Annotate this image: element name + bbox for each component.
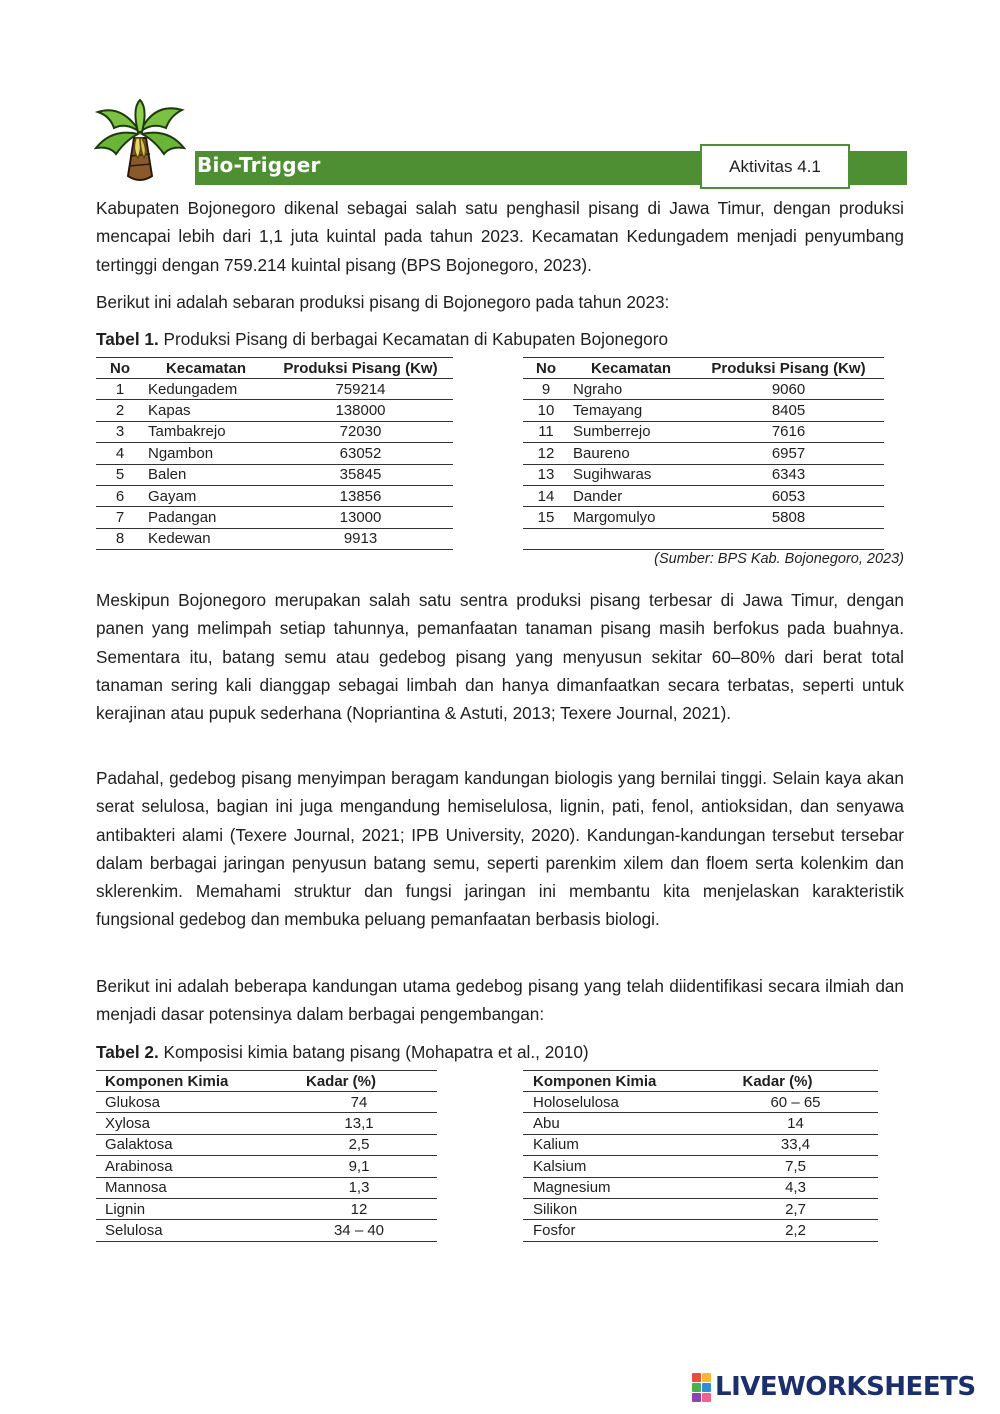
row-no: 6 (96, 485, 144, 506)
banana-tree-icon (92, 98, 188, 186)
row-kadar: 9,1 (281, 1156, 437, 1177)
row-kadar: 2,7 (713, 1198, 878, 1219)
row-komponen: Arabinosa (96, 1156, 281, 1177)
table-row (96, 1198, 437, 1219)
row-kadar: 7,5 (713, 1156, 878, 1177)
row-komponen: Glukosa (96, 1092, 281, 1113)
table1-left (96, 357, 453, 550)
row-no (523, 528, 569, 549)
table1-right (523, 357, 884, 550)
row-no: 1 (96, 379, 144, 400)
table-row (96, 1113, 437, 1134)
row-kecamatan: Gayam (144, 485, 268, 506)
liveworksheets-grid-icon (692, 1373, 711, 1402)
row-kecamatan: Tambakrejo (144, 421, 268, 442)
table1-intro: Berikut ini adalah sebaran produksi pisang di Bojonegoro pada tahun 2023: (96, 292, 670, 312)
row-kadar: 60 – 65 (713, 1092, 878, 1113)
row-no: 9 (523, 379, 569, 400)
table-row (523, 1220, 878, 1241)
row-kecamatan: Balen (144, 464, 268, 485)
row-no: 8 (96, 528, 144, 549)
row-kecamatan: Ngraho (569, 379, 693, 400)
column-header-kecamatan: Kecamatan (569, 358, 693, 379)
row-produksi: 72030 (268, 421, 453, 442)
row-no: 7 (96, 507, 144, 528)
row-kecamatan: Dander (569, 485, 693, 506)
row-komponen: Kalium (523, 1134, 713, 1155)
table-row (523, 1113, 878, 1134)
table-row (96, 528, 453, 549)
table-row (96, 1220, 437, 1241)
table-row (523, 1198, 878, 1219)
table2-caption (96, 1042, 589, 1063)
row-no: 15 (523, 507, 569, 528)
table-row (96, 421, 453, 442)
row-kecamatan: Sumberrejo (569, 421, 693, 442)
table-row (96, 485, 453, 506)
section-title: Bio-Trigger (197, 153, 321, 177)
table-row (523, 485, 884, 506)
table1-source: (Sumber: BPS Kab. Bojonegoro, 2023) (654, 551, 904, 567)
row-produksi: 35845 (268, 464, 453, 485)
row-produksi (693, 528, 884, 549)
row-kecamatan: Temayang (569, 400, 693, 421)
table-row (523, 507, 884, 528)
row-kecamatan: Baureno (569, 443, 693, 464)
table1-label: Tabel 1. (96, 329, 159, 349)
column-header-produksi: Produksi Pisang (Kw) (268, 358, 453, 379)
row-produksi: 13000 (268, 507, 453, 528)
liveworksheets-logo[interactable] (692, 1372, 976, 1402)
table-row (523, 1177, 878, 1198)
table-row (96, 400, 453, 421)
row-kecamatan: Margomulyo (569, 507, 693, 528)
row-produksi: 9060 (693, 379, 884, 400)
table-row (96, 464, 453, 485)
body-paragraph-1: Meskipun Bojonegoro merupakan salah satu sentra produksi pisang terbesar di Jawa Timur, dengan panen yang melimpah setiap tahunnya, pemanfaatan tanaman pisang masih berfokus pada buahnya. Sementara itu, batang semu atau gedebog pisang yang menyusun sekitar 60–80% dari berat total tanaman sering kali dianggap sebagai limbah dan hanya dimanfaatkan secara terbatas, seperti untuk kerajinan atau pupuk sederhana (Nopriantina & Astuti, 2013; Texere Journal, 2021). (96, 590, 904, 724)
row-komponen: Kalsium (523, 1156, 713, 1177)
table-row (523, 421, 884, 442)
row-komponen: Galaktosa (96, 1134, 281, 1155)
table-row (96, 1134, 437, 1155)
row-produksi: 138000 (268, 400, 453, 421)
row-kecamatan: Padangan (144, 507, 268, 528)
table-row (96, 1156, 437, 1177)
table-row (96, 1092, 437, 1113)
column-header-produksi: Produksi Pisang (Kw) (693, 358, 884, 379)
table-row (523, 1134, 878, 1155)
row-kadar: 12 (281, 1198, 437, 1219)
row-kecamatan: Sugihwaras (569, 464, 693, 485)
row-produksi: 8405 (693, 400, 884, 421)
column-header-kadar: Kadar (%) (281, 1071, 437, 1092)
table-row (96, 379, 453, 400)
row-no: 11 (523, 421, 569, 442)
row-kecamatan: Ngambon (144, 443, 268, 464)
table2-right (523, 1070, 878, 1242)
row-produksi: 5808 (693, 507, 884, 528)
row-kadar: 4,3 (713, 1177, 878, 1198)
row-produksi: 7616 (693, 421, 884, 442)
row-kadar: 34 – 40 (281, 1220, 437, 1241)
row-komponen: Mannosa (96, 1177, 281, 1198)
row-kecamatan: Kedungadem (144, 379, 268, 400)
table2-title: Komposisi kimia batang pisang (Mohapatra et al., 2010) (158, 1042, 589, 1062)
row-no: 12 (523, 443, 569, 464)
row-no: 4 (96, 443, 144, 464)
table2-left (96, 1070, 437, 1242)
row-produksi: 9913 (268, 528, 453, 549)
table1-caption (96, 329, 668, 350)
row-kecamatan: Kapas (144, 400, 268, 421)
table-row (523, 464, 884, 485)
column-header-kecamatan: Kecamatan (144, 358, 268, 379)
row-kadar: 13,1 (281, 1113, 437, 1134)
row-komponen: Fosfor (523, 1220, 713, 1241)
table1-title: Produksi Pisang di berbagai Kecamatan di Kabupaten Bojonegoro (158, 329, 669, 349)
row-kadar: 14 (713, 1113, 878, 1134)
table-row (523, 1092, 878, 1113)
row-produksi: 63052 (268, 443, 453, 464)
row-komponen: Selulosa (96, 1220, 281, 1241)
column-header-no: No (96, 358, 144, 379)
table-row (96, 1177, 437, 1198)
row-komponen: Abu (523, 1113, 713, 1134)
row-kadar: 2,2 (713, 1220, 878, 1241)
row-produksi: 6053 (693, 485, 884, 506)
row-no: 2 (96, 400, 144, 421)
column-header-komponen: Komponen Kimia (523, 1071, 713, 1092)
row-komponen: Holoselulosa (523, 1092, 713, 1113)
row-no: 14 (523, 485, 569, 506)
body-paragraph-2: Padahal, gedebog pisang menyimpan beragam kandungan biologis yang bernilai tinggi. Selain kaya akan serat selulosa, bagian ini juga mengandung hemiselulosa, lignin, pati, fenol, antioksidan, dan senyawa antibakteri alami (Texere Journal, 2021; IPB University, 2020). Kandungan-kandungan tersebut tersebar dalam berbagai jaringan penyusun batang semu, seperti parenkim xilem dan floem serta kolenkim dan sklerenkim. Memahami struktur dan fungsi jaringan ini membantu kita menjelaskan karakteristik fungsional gedebog dan membuka peluang pemanfaatan berbasis biologi. (96, 768, 904, 930)
row-kadar: 74 (281, 1092, 437, 1113)
row-komponen: Silikon (523, 1198, 713, 1219)
liveworksheets-wordmark: LIVEWORKSHEETS (715, 1372, 976, 1402)
row-produksi: 6343 (693, 464, 884, 485)
row-kadar: 33,4 (713, 1134, 878, 1155)
row-no: 5 (96, 464, 144, 485)
table-row (523, 443, 884, 464)
table-row (523, 1156, 878, 1177)
table-row (523, 528, 884, 549)
activity-label: Aktivitas 4.1 (700, 144, 850, 189)
column-header-kadar: Kadar (%) (713, 1071, 878, 1092)
row-kecamatan (569, 528, 693, 549)
row-no: 13 (523, 464, 569, 485)
row-kadar: 1,3 (281, 1177, 437, 1198)
table-row (523, 400, 884, 421)
row-kadar: 2,5 (281, 1134, 437, 1155)
table2-intro: Berikut ini adalah beberapa kandungan utama gedebog pisang yang telah diidentifikasi secara ilmiah dan menjadi dasar potensinya dalam berbagai pengembangan: (96, 976, 904, 1025)
row-komponen: Xylosa (96, 1113, 281, 1134)
row-produksi: 6957 (693, 443, 884, 464)
table-row (96, 507, 453, 528)
row-komponen: Lignin (96, 1198, 281, 1219)
intro-paragraph: Kabupaten Bojonegoro dikenal sebagai salah satu penghasil pisang di Jawa Timur, dengan produksi mencapai lebih dari 1,1 juta kuintal pada tahun 2023. Kecamatan Kedungadem menjadi penyumbang tertinggi dengan 759.214 kuintal pisang (BPS Bojonegoro, 2023). (96, 198, 904, 275)
column-header-komponen: Komponen Kimia (96, 1071, 281, 1092)
row-no: 10 (523, 400, 569, 421)
row-produksi: 13856 (268, 485, 453, 506)
row-no: 3 (96, 421, 144, 442)
row-komponen: Magnesium (523, 1177, 713, 1198)
table2-label: Tabel 2. (96, 1042, 159, 1062)
table-row (96, 443, 453, 464)
row-kecamatan: Kedewan (144, 528, 268, 549)
column-header-no: No (523, 358, 569, 379)
table-row (523, 379, 884, 400)
row-produksi: 759214 (268, 379, 453, 400)
